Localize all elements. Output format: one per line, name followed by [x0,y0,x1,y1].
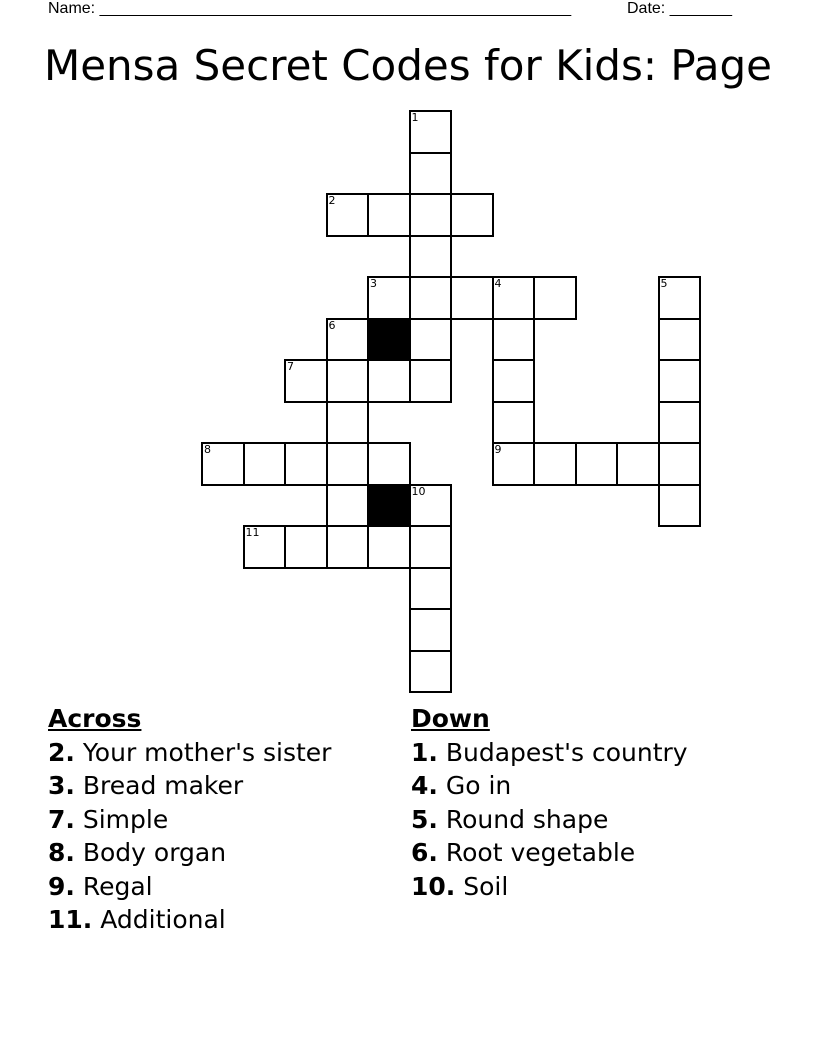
grid-cell[interactable] [409,359,453,403]
across-heading: Across [48,704,142,733]
clue-number: 3. [48,771,75,800]
clue-number: 6. [411,838,438,867]
grid-cell[interactable] [409,525,453,569]
grid-cell[interactable] [409,318,453,362]
down-clue [411,736,791,770]
down-clue [411,769,791,803]
cell-number: 6 [328,318,336,332]
clue-text: Body organ [82,838,227,867]
grid-cell[interactable] [367,193,411,237]
cell-number: 4 [494,277,502,290]
clue-text: Round shape [445,804,609,834]
cell-number: 1 [411,111,419,124]
clue-text: Regal [82,871,153,901]
grid-cell[interactable] [409,276,453,320]
grid-cell[interactable] [658,401,702,445]
grid-cell[interactable] [367,359,411,403]
grid-cell[interactable] [492,401,536,445]
clue-text: Root vegetable [445,838,636,867]
clue-number: 11. [48,905,93,934]
clue-text: Budapest's country [445,737,688,767]
cell-number: 5 [660,277,668,290]
clue-number: 8. [48,838,75,867]
clue-text: Soil [463,871,509,901]
clue-text: Go in [445,771,512,800]
grid-cell[interactable] [409,110,453,154]
across-clue [48,769,388,803]
grid-cell[interactable] [658,359,702,403]
grid-cell[interactable] [409,235,453,279]
name-field-label: Name: _____________________________________________________ [48,0,572,17]
across-clue [48,803,388,837]
cell-number: 10 [411,484,426,498]
grid-cell[interactable] [492,442,536,486]
cell-number: 11 [245,526,260,539]
grid-cell[interactable] [658,484,702,528]
grid-cell[interactable] [284,359,328,403]
grid-cell[interactable] [243,442,287,486]
clue-number: 1. [411,737,438,767]
across-clue [48,903,388,937]
grid-cell[interactable] [409,193,453,237]
across-clues [48,702,388,937]
grid-cell[interactable] [367,442,411,486]
grid-cell[interactable] [409,567,453,611]
grid-cell[interactable] [492,359,536,403]
grid-cell[interactable] [367,525,411,569]
down-clue [411,803,791,837]
grid-cell[interactable] [533,442,577,486]
grid-cell[interactable] [284,442,328,486]
grid-cell[interactable] [450,276,494,320]
grid-cell[interactable] [658,442,702,486]
grid-cell[interactable] [658,318,702,362]
grid-cell[interactable] [409,152,453,196]
grid-cell[interactable] [326,401,370,445]
clue-text: Additional [100,905,226,934]
grid-cell[interactable] [409,608,453,652]
across-clue [48,736,388,770]
clue-number: 4. [411,771,438,800]
black-cell [367,484,411,528]
grid-cell[interactable] [616,442,660,486]
grid-cell[interactable] [326,525,370,569]
grid-cell[interactable] [575,442,619,486]
grid-cell[interactable] [284,525,328,569]
grid-cell[interactable] [409,484,453,528]
grid-cell[interactable] [326,484,370,528]
down-clue [411,870,791,904]
grid-cell[interactable] [367,276,411,320]
cell-number: 9 [494,443,502,456]
page-title: Mensa Secret Codes for Kids: Page [43,41,773,90]
down-heading: Down [411,704,490,733]
grid-cell[interactable] [326,359,370,403]
grid-cell[interactable] [492,276,536,320]
cell-number: 2 [328,194,336,207]
clue-number: 7. [48,804,75,834]
clue-number: 5. [411,804,438,834]
cell-number: 8 [204,443,211,456]
grid-cell[interactable] [409,650,453,694]
down-clues [411,702,791,903]
clue-text: Your mother's sister [82,737,332,767]
black-cell [367,318,411,362]
across-clue [48,836,388,870]
grid-cell[interactable] [326,318,370,362]
clue-text: Simple [82,804,169,834]
clue-number: 9. [48,871,75,901]
grid-cell[interactable] [201,442,245,486]
clue-number: 2. [48,737,75,767]
grid-cell[interactable] [533,276,577,320]
grid-cell[interactable] [243,525,287,569]
grid-cell[interactable] [326,442,370,486]
clue-number: 10. [411,871,456,901]
clue-text: Bread maker [82,771,244,800]
grid-cell[interactable] [492,318,536,362]
date-field-label: Date: _______ [627,0,732,17]
down-clue [411,836,791,870]
grid-cell[interactable] [658,276,702,320]
across-clue [48,870,388,904]
grid-cell[interactable] [450,193,494,237]
cell-number: 3 [370,277,377,290]
grid-cell[interactable] [326,193,370,237]
cell-number: 7 [287,360,294,373]
